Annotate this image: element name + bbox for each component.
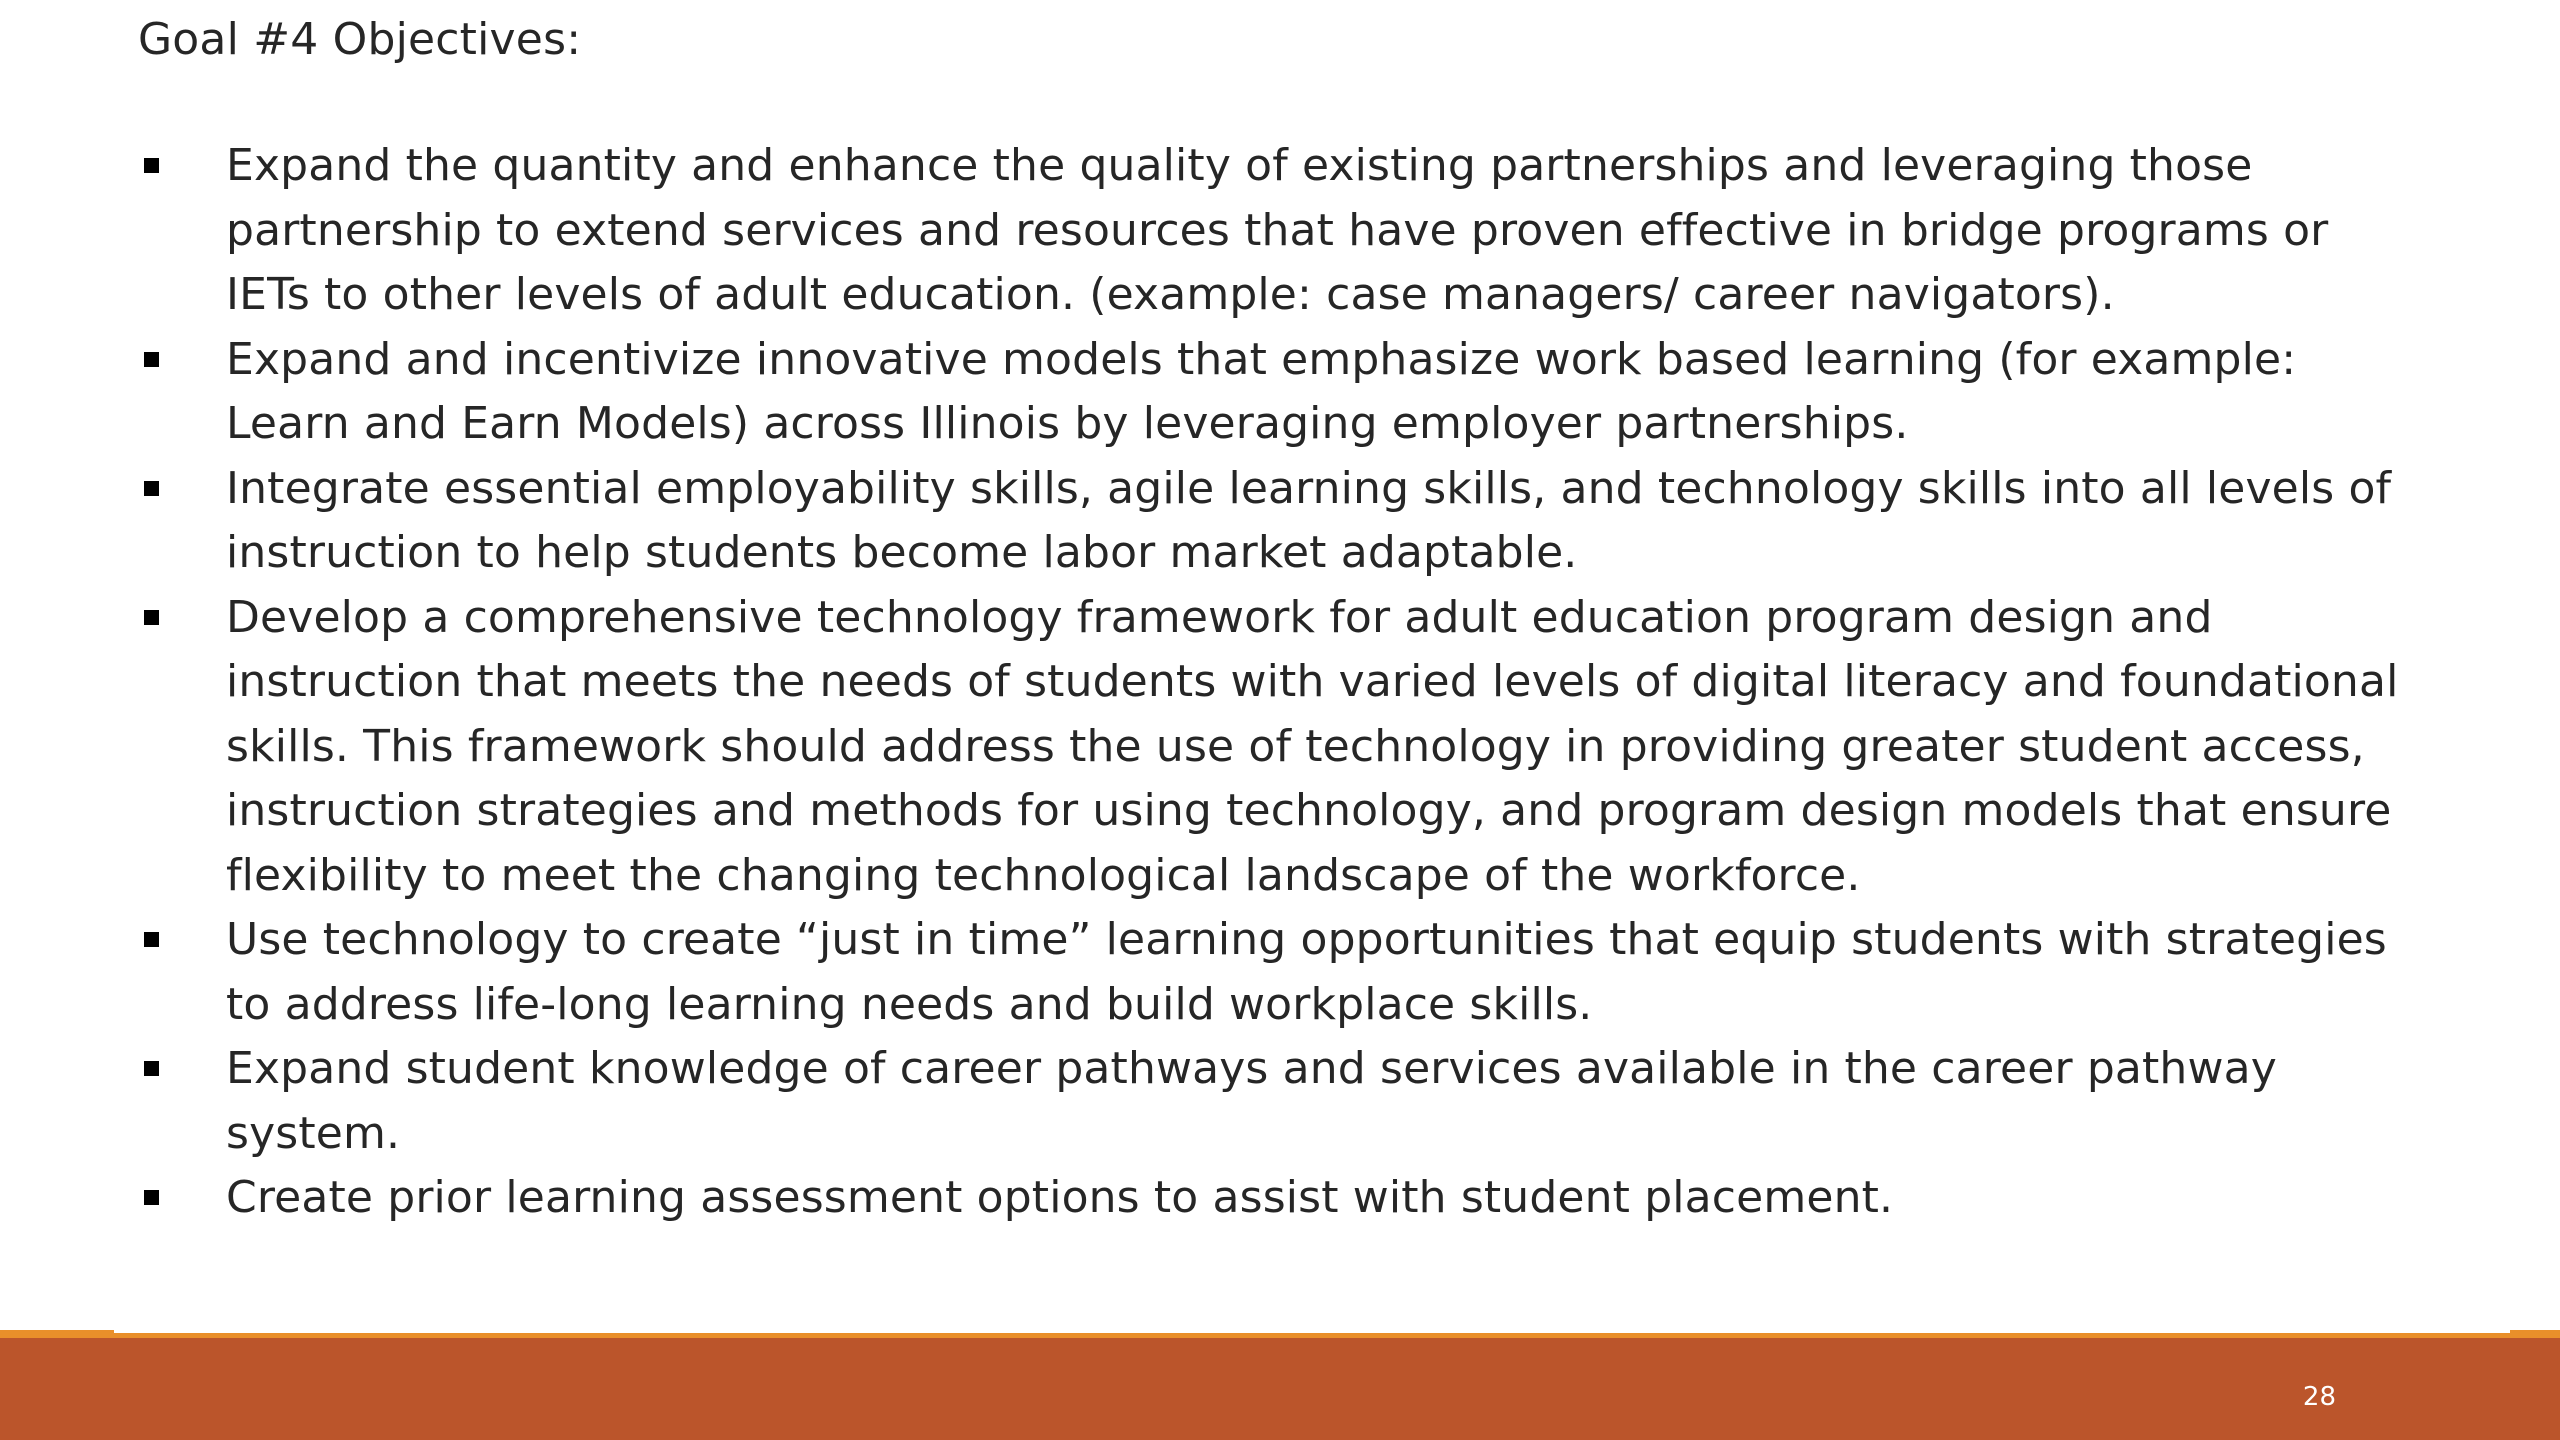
square-bullet-icon bbox=[144, 352, 159, 367]
objective-text: Expand student knowledge of career pathways and services available in the career pathway system. bbox=[226, 1043, 2277, 1159]
slide-heading: Goal #4 Objectives: bbox=[138, 14, 582, 65]
objective-text: Create prior learning assessment options to assist with student placement. bbox=[226, 1172, 1894, 1223]
objective-text: Expand the quantity and enhance the quality of existing partnerships and leveraging those partnership to extend services and resources that have proven effective in bridge programs or IETs to other levels of adult education. (example: case managers/ career navigators). bbox=[226, 140, 2329, 320]
objective-text: Develop a comprehensive technology framework for adult education program design and instruction that meets the needs of students with varied levels of digital literacy and foundational skills. This framework should address the use of technology in providing greater student access, instruction strategies and methods for using technology, and program design models that ensure flexibility to meet the changing technological landscape of the workforce. bbox=[226, 591, 2399, 901]
footer-bar bbox=[0, 1338, 2560, 1440]
objective-item bbox=[138, 586, 2418, 909]
square-bullet-icon bbox=[144, 932, 159, 947]
square-bullet-icon bbox=[144, 1061, 159, 1076]
square-bullet-icon bbox=[144, 610, 159, 625]
objective-item bbox=[138, 1037, 2418, 1166]
objective-item bbox=[138, 328, 2418, 457]
objective-item bbox=[138, 134, 2418, 328]
page-number: 28 bbox=[2302, 1382, 2336, 1412]
objective-text: Integrate essential employability skills, agile learning skills, and technology skills into all levels of instruction to help students become labor market adaptable. bbox=[226, 462, 2392, 578]
objective-item bbox=[138, 457, 2418, 586]
footer-accent-line bbox=[0, 1330, 2560, 1338]
objectives-list bbox=[138, 134, 2418, 1231]
square-bullet-icon bbox=[144, 1190, 159, 1205]
objective-text: Expand and incentivize innovative models that emphasize work based learning (for example: Learn and Earn Models) across Illinois by leveraging employer partnerships. bbox=[226, 333, 2297, 449]
accent-line-highlight bbox=[114, 1330, 2510, 1333]
objective-item bbox=[138, 908, 2418, 1037]
objective-text: Use technology to create “just in time” learning opportunities that equip students with strategies to address life-long learning needs and build workplace skills. bbox=[226, 914, 2387, 1030]
objective-item bbox=[138, 1166, 2418, 1231]
square-bullet-icon bbox=[144, 481, 159, 496]
square-bullet-icon bbox=[144, 158, 159, 173]
